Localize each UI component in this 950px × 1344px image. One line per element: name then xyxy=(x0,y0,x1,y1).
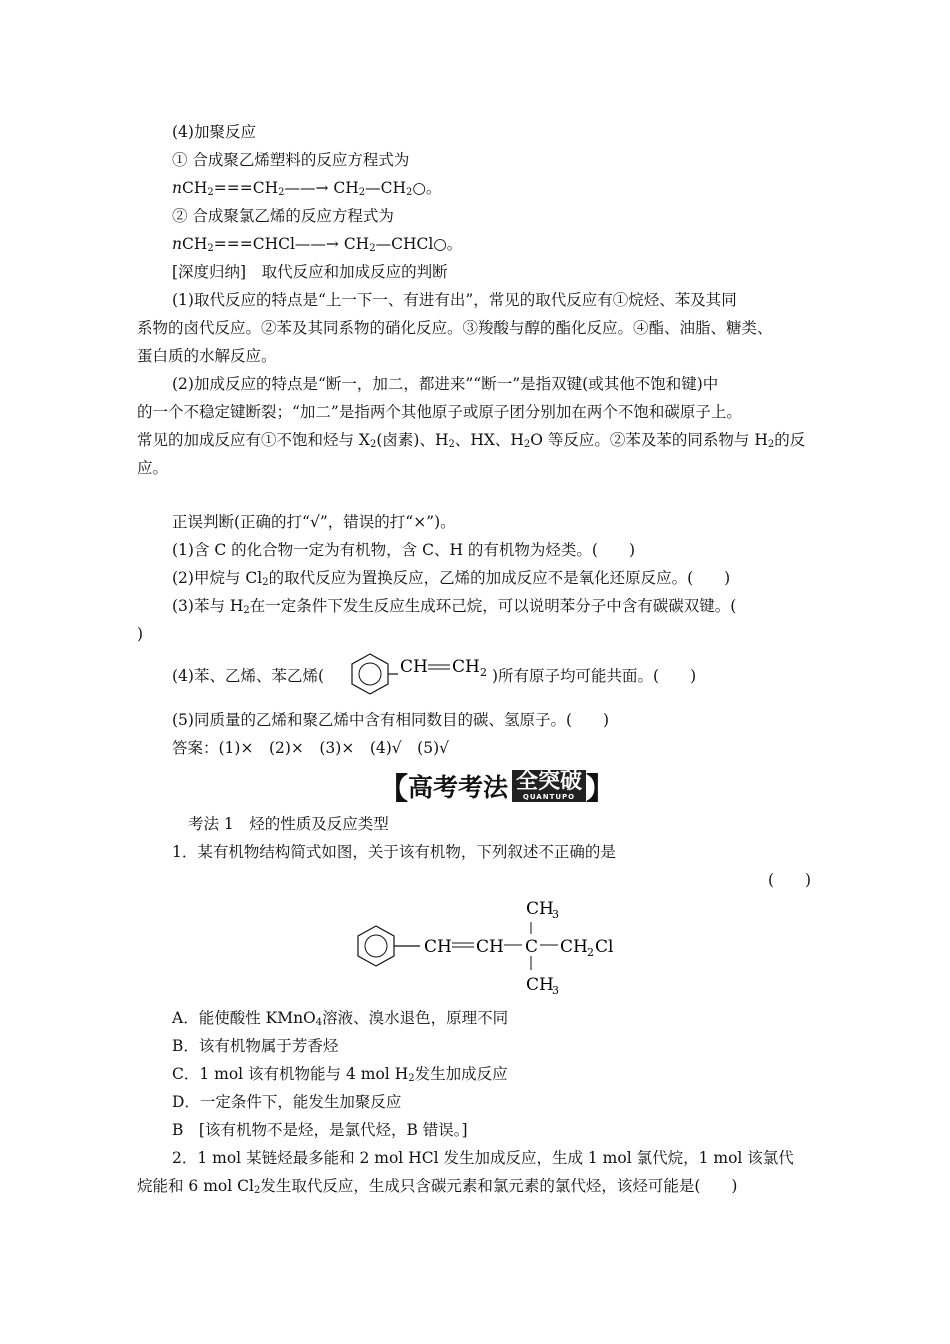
option-b: B．该有机物属于芳香烃 xyxy=(172,1037,339,1055)
judge-q4: (4)苯、乙烯、苯乙烯( xyxy=(172,667,325,685)
summary-p2-line1: (2)加成反应的特点是“断一，加二，都进来”“断一”是指双键(或其他不饱和键)中 xyxy=(172,375,719,393)
question-2-line1: 2．1 mol 某链烃最多能和 2 mol HCl 发生加成反应，生成 1 mol 氯代烷，1 mol 该氯代 xyxy=(172,1149,794,1167)
svg-text:Cl: Cl xyxy=(595,937,614,957)
svg-text:C: C xyxy=(525,937,539,957)
option-d: D．一定条件下，能发生加聚反应 xyxy=(172,1093,402,1111)
judge-q5: (5)同质量的乙烯和聚乙烯中含有相同数目的碳、氢原子。( ) xyxy=(172,711,610,729)
equation-2: nCH$_2$===CHCl——→ $CH_2—CHCl○$。 xyxy=(172,235,463,254)
styrene-structure xyxy=(346,650,492,698)
method-title: 考法 1 烃的性质及反应类型 xyxy=(188,815,389,833)
equation-1: $nCH_2===CH_2——\to$ $CH_2—CH_2○$。 xyxy=(172,179,442,198)
judge-q4-tail: )所有原子均可能共面。( ) xyxy=(492,667,697,685)
svg-text:2: 2 xyxy=(587,946,594,959)
summary-p2-line4: 应。 xyxy=(137,459,169,477)
option-c: C．1 mol 该有机物能与 4 mol $H_2$发生加成反应 xyxy=(172,1065,508,1084)
judge-intro: 正误判断(正确的打“√”，错误的打“×”)。 xyxy=(172,513,456,531)
svg-text:CH: CH xyxy=(526,975,554,995)
question-2-line2: 烷能和 6 mol $Cl_2$发生取代反应，生成只含碳元素和氯元素的氯代烃，该烃可能是( ) xyxy=(137,1177,738,1196)
question-1-paren: ( ) xyxy=(768,871,812,889)
judge-answer: 答案：(1)× (2)× (3)× (4)√ (5)√ xyxy=(172,739,449,757)
svg-text:CH: CH xyxy=(560,937,588,957)
summary-p1-line3: 蛋白质的水解反应。 xyxy=(137,347,277,365)
svg-text:3: 3 xyxy=(552,908,559,921)
svg-text:CH: CH xyxy=(526,899,554,919)
judge-q3-end: ) xyxy=(137,625,144,643)
option-a: A．能使酸性 KMnO$_4$溶液、溴水退色，原理不同 xyxy=(172,1009,509,1028)
section-heading: (4)加聚反应 xyxy=(172,123,256,141)
equation-intro-1: ① 合成聚乙烯塑料的反应方程式为 xyxy=(172,151,410,169)
summary-p2-line3: 常见的加成反应有①不饱和烃与 $X_2$(卤素)、$H_2$、HX、$H_2O$ 等反应。②苯及苯的同系物与 $H_2$的反 xyxy=(137,431,806,450)
judge-q3: (3)苯与 $H_2$在一定条件下发生反应生成环己烷，可以说明苯分子中含有碳碳双键。( xyxy=(172,597,737,616)
section-banner: 【 高考考法 全突破 QUANTUPO 】 xyxy=(378,769,617,807)
equation-intro-2: ② 合成聚氯乙烯的反应方程式为 xyxy=(172,207,394,225)
summary-p2-line2: 的一个不稳定键断裂；“加二”是指两个其他原子或原子团分别加在两个不饱和碳原子上。 xyxy=(137,403,742,421)
question-1: 1．某有机物结构简式如图，关于该有机物，下列叙述不正确的是 xyxy=(172,843,616,861)
svg-text:3: 3 xyxy=(552,984,559,997)
judge-q2: (2)甲烷与 $Cl_2$的取代反应为置换反应，乙烯的加成反应不是氧化还原反应。( ) xyxy=(172,569,731,588)
svg-text:2: 2 xyxy=(480,666,487,679)
answer-1: B [该有机物不是烃，是氯代烃，B 错误。] xyxy=(172,1121,468,1139)
banner-badge: 全突破 QUANTUPO xyxy=(512,770,586,802)
summary-title: [深度归纳] 取代反应和加成反应的判断 xyxy=(172,263,448,281)
svg-text:CH: CH xyxy=(452,657,480,677)
banner-title: 高考考法 xyxy=(408,773,509,802)
svg-text:CH: CH xyxy=(424,937,452,957)
compound-structure xyxy=(354,894,634,1002)
svg-text:CH: CH xyxy=(476,937,504,957)
svg-text:CH: CH xyxy=(400,657,428,677)
summary-p1-line2: 系物的卤代反应。②苯及其同系物的硝化反应。③羧酸与醇的酯化反应。④酯、油脂、糖类、 xyxy=(137,319,773,337)
judge-q1: (1)含 C 的化合物一定为有机物，含 C、H 的有机物为烃类。( ) xyxy=(172,541,635,559)
summary-p1-line1: (1)取代反应的特点是“上一下一、有进有出”，常见的取代反应有①烷烃、苯及其同 xyxy=(172,291,737,309)
